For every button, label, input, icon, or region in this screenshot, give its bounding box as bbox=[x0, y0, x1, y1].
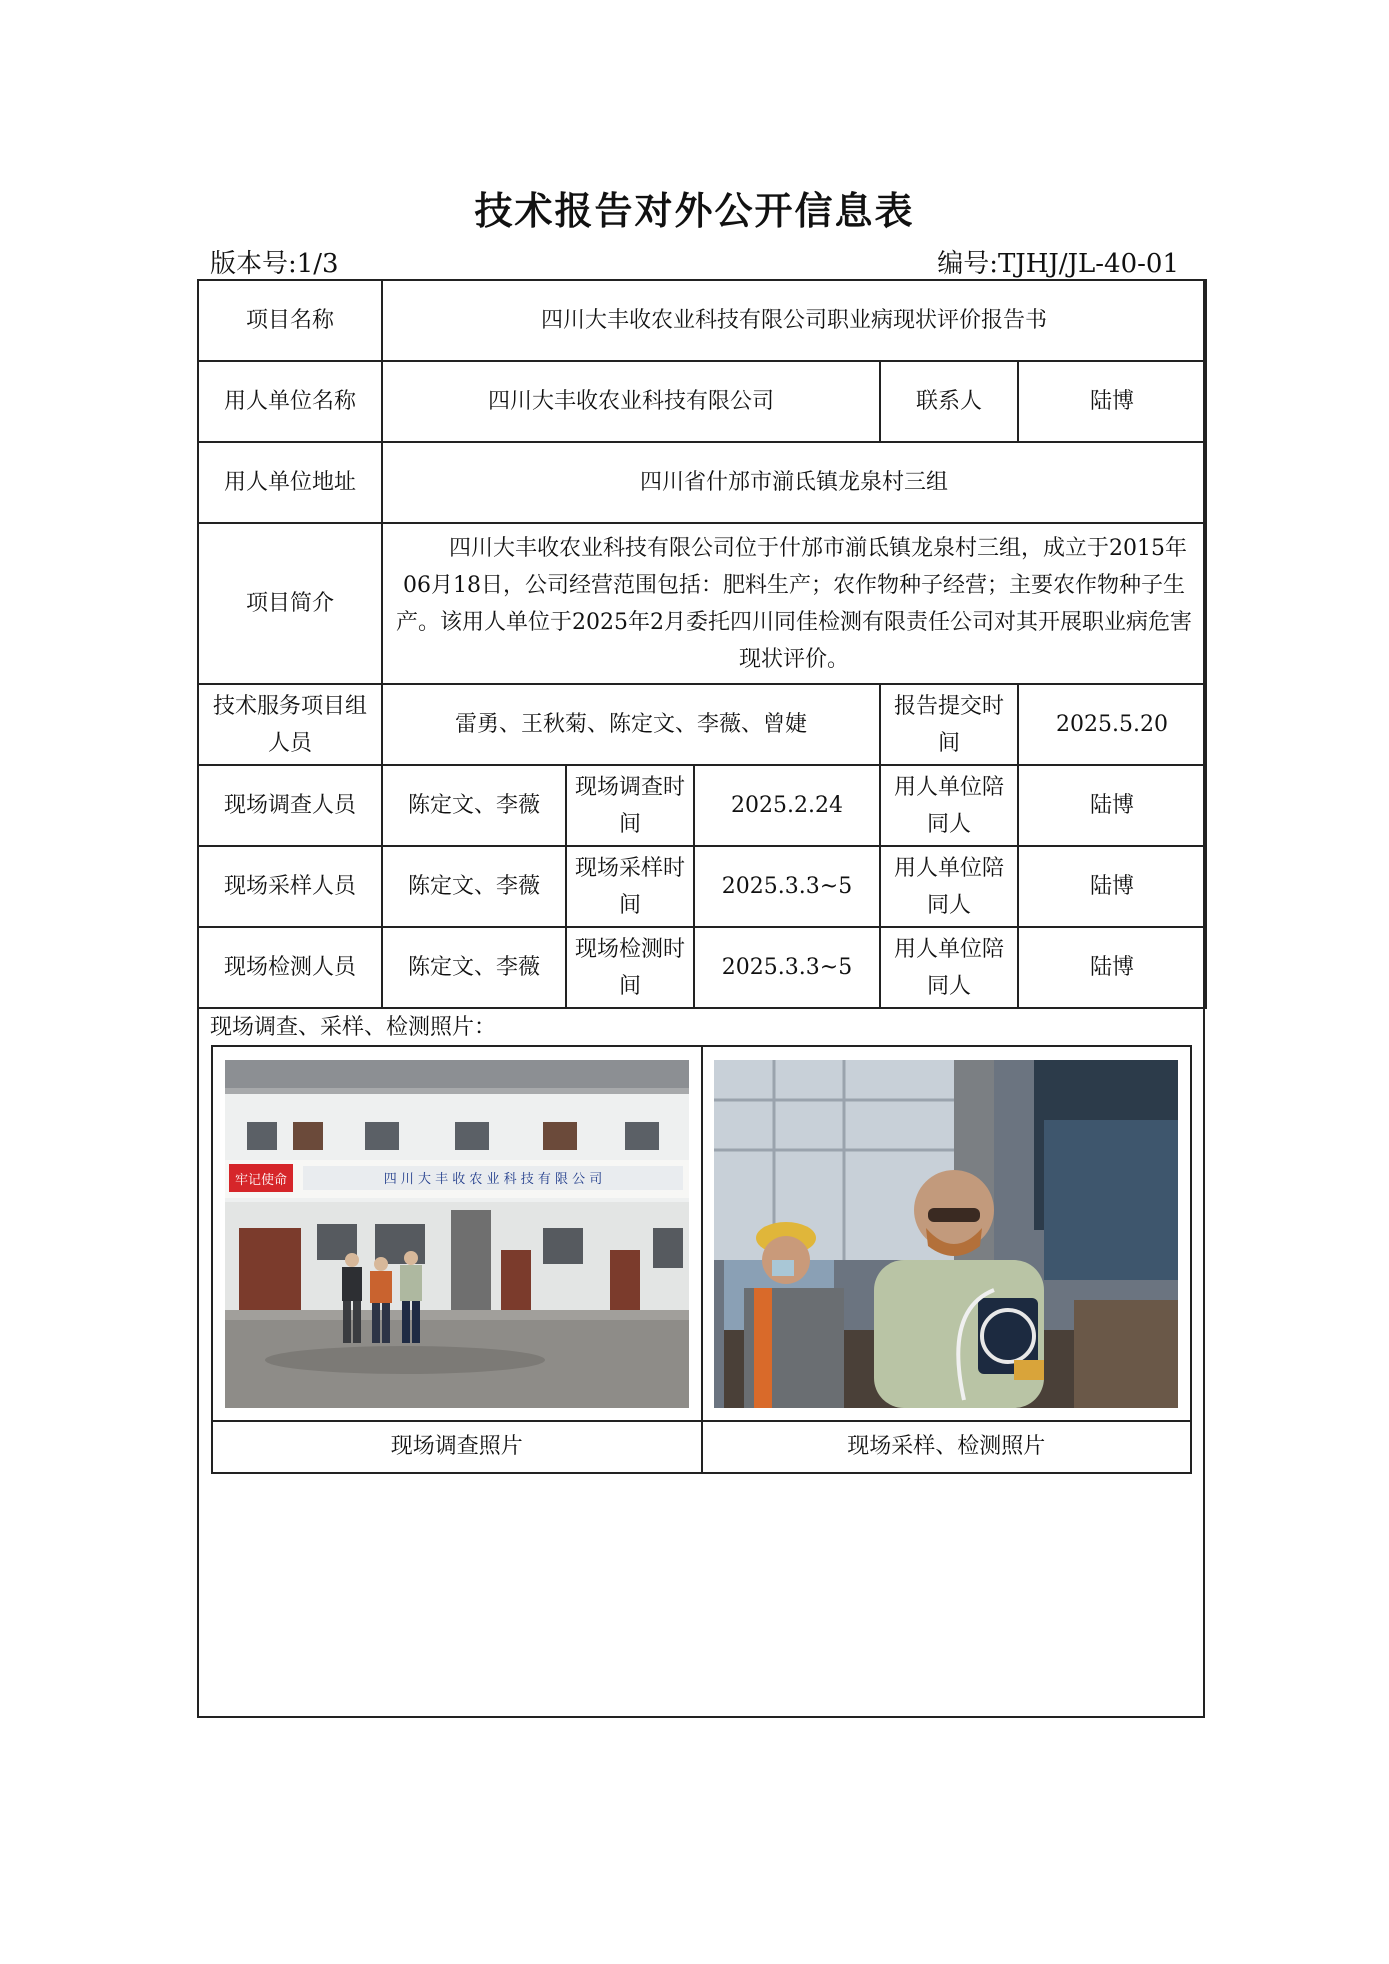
row-sampling bbox=[198, 846, 1206, 927]
employer-name-label: 用人单位名称 bbox=[198, 361, 382, 442]
info-table bbox=[197, 279, 1207, 1009]
project-intro-label: 项目简介 bbox=[198, 523, 382, 684]
testing-escort-value: 陆博 bbox=[1018, 927, 1206, 1008]
company-signboard: 四 川 大 丰 收 农 业 科 技 有 限 公 司 bbox=[383, 1171, 603, 1187]
row-project-intro bbox=[198, 523, 1206, 684]
row-testing bbox=[198, 927, 1206, 1008]
project-name-label: 项目名称 bbox=[198, 280, 382, 361]
page-title: 技术报告对外公开信息表 bbox=[474, 188, 915, 233]
row-team bbox=[198, 684, 1206, 765]
sampling-people: 陈定文、李薇 bbox=[382, 846, 566, 927]
sampling-label: 现场采样人员 bbox=[198, 846, 382, 927]
testing-time-value: 2025.3.3~5 bbox=[694, 927, 880, 1008]
slogan-sign: 牢记使命 bbox=[234, 1172, 287, 1188]
sampling-photo bbox=[714, 1060, 1178, 1408]
survey-escort-value: 陆博 bbox=[1018, 765, 1206, 846]
contact-value: 陆博 bbox=[1018, 361, 1206, 442]
report-date-value: 2025.5.20 bbox=[1018, 684, 1206, 765]
testing-label: 现场检测人员 bbox=[198, 927, 382, 1008]
survey-people: 陈定文、李薇 bbox=[382, 765, 566, 846]
testing-time-label: 现场检测时间 bbox=[566, 927, 694, 1008]
project-name-value: 四川大丰收农业科技有限公司职业病现状评价报告书 bbox=[382, 280, 1206, 361]
sampling-time-value: 2025.3.3~5 bbox=[694, 846, 880, 927]
survey-time-value: 2025.2.24 bbox=[694, 765, 880, 846]
document-number: 编号:TJHJ/JL-40-01 bbox=[937, 249, 1179, 279]
sampling-escort-value: 陆博 bbox=[1018, 846, 1206, 927]
team-value: 雷勇、王秋菊、陈定文、李薇、曾婕 bbox=[382, 684, 880, 765]
employer-address-value: 四川省什邡市湔氐镇龙泉村三组 bbox=[382, 442, 1206, 523]
survey-photo-cell bbox=[212, 1046, 702, 1421]
employer-name-value: 四川大丰收农业科技有限公司 bbox=[382, 361, 880, 442]
testing-escort-label: 用人单位陪同人 bbox=[880, 927, 1018, 1008]
survey-label: 现场调查人员 bbox=[198, 765, 382, 846]
project-intro-value: 四川大丰收农业科技有限公司位于什邡市湔氐镇龙泉村三组，成立于2015年06月18日，公司经营范围包括：肥料生产；农作物种子经营；主要农作物种子生产。该用人单位于2025年2月委托四川同佳检测有限责任公司对其开展职业病危害现状评价。 bbox=[396, 535, 1192, 672]
sampling-photo-caption: 现场采样、检测照片 bbox=[702, 1421, 1192, 1473]
employer-address-label: 用人单位地址 bbox=[198, 442, 382, 523]
sampling-time-label: 现场采样时间 bbox=[566, 846, 694, 927]
project-intro-cell bbox=[382, 523, 1206, 684]
version-number: 版本号:1/3 bbox=[210, 249, 339, 279]
survey-photo-caption: 现场调查照片 bbox=[212, 1421, 702, 1473]
report-date-label: 报告提交时间 bbox=[880, 684, 1018, 765]
photo-table bbox=[211, 1045, 1192, 1474]
contact-label: 联系人 bbox=[880, 361, 1018, 442]
row-employer-address bbox=[198, 442, 1206, 523]
testing-people: 陈定文、李薇 bbox=[382, 927, 566, 1008]
sampling-photo-cell bbox=[702, 1046, 1192, 1421]
sampling-escort-label: 用人单位陪同人 bbox=[880, 846, 1018, 927]
survey-photo bbox=[225, 1060, 689, 1408]
survey-escort-label: 用人单位陪同人 bbox=[880, 765, 1018, 846]
photos-section-label: 现场调查、采样、检测照片： bbox=[210, 1015, 497, 1040]
row-employer-name bbox=[198, 361, 1206, 442]
row-survey bbox=[198, 765, 1206, 846]
team-label: 技术服务项目组人员 bbox=[198, 684, 382, 765]
survey-time-label: 现场调查时间 bbox=[566, 765, 694, 846]
row-project-name bbox=[198, 280, 1206, 361]
